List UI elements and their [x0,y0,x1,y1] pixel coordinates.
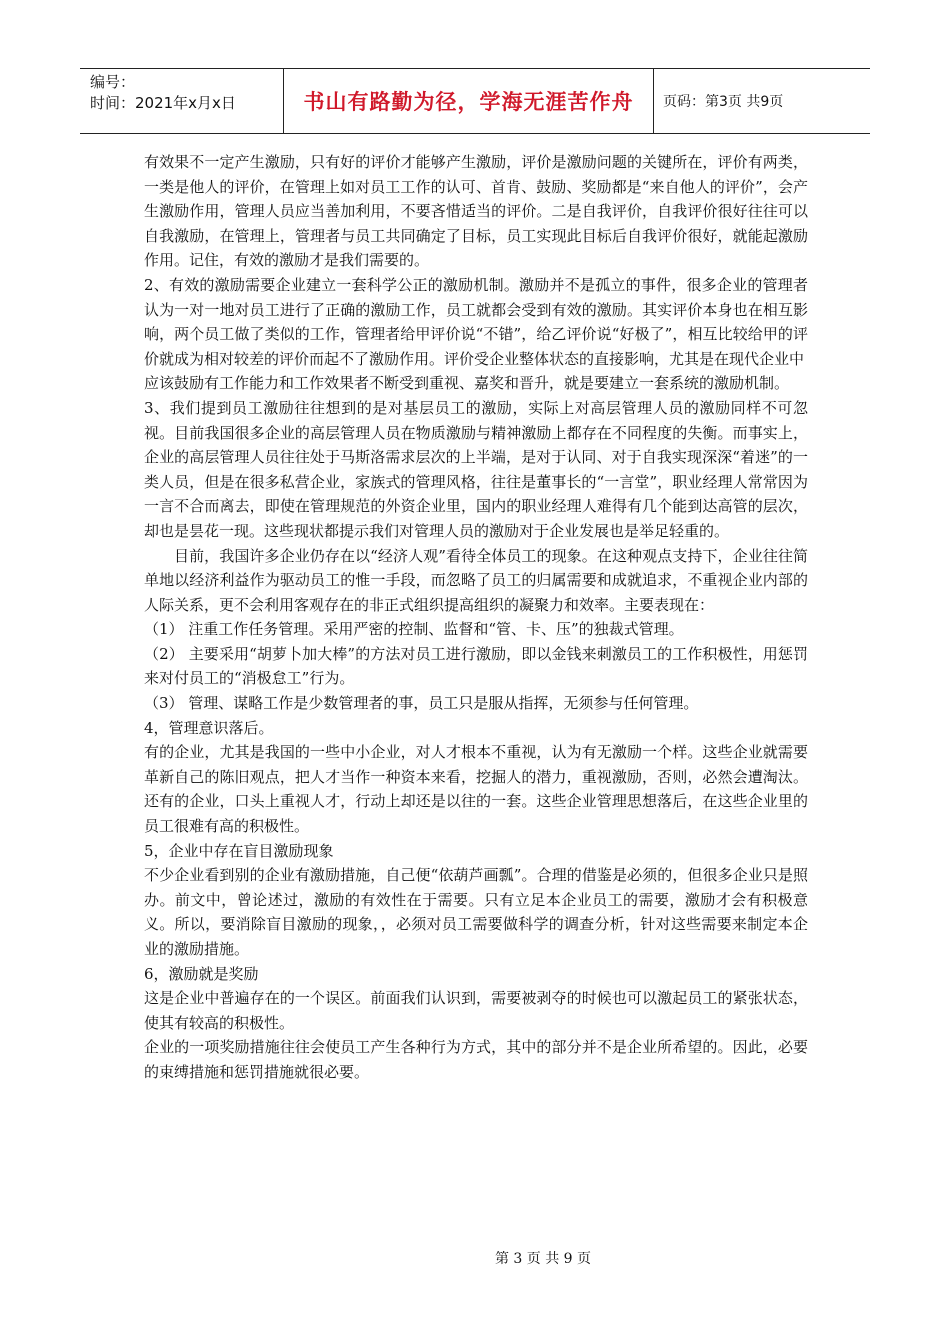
page-footer [0,1248,950,1268]
section-heading: 4，管理意识落后。 [144,718,274,737]
motto: 书山有路勤为径，学海无涯苦作舟 [303,90,634,114]
time-label: 时间：2021年x月x日 [90,94,236,112]
header-motto-cell [284,69,654,133]
paragraph: 3、我们提到员工激励往往想到的是对基层员工的激励，实际上对高层管理人员的激励同样不可忽视。目前我国很多企业的高层管理人员在物质激励与精神激励上都存在不同程度的失衡。而事实上，企业的高层管理人员往往处于马斯洛需求层次的上半端，是对于认同、对于自我实现深深“着迷”的一类人员，但是在很多私营企业，家族式的管理风格，往往是董事长的“一言堂”，职业经理人常常因为一言不合而离去，即使在管理规范的外资企业里，国内的职业经理人难得有几个能到达高管的层次，却也是昙花一现。这些现状都提示我们对管理人员的激励对于企业发展也是举足轻重的。 [144,398,808,540]
paragraph: 有的企业，尤其是我国的一些中小企业，对人才根本不重视，认为有无激励一个样。这些企业就需要革新自己的陈旧观点，把人才当作一种资本来看，挖掘人的潜力，重视激励，否则，必然会遭淘汰。还有的企业，口头上重视人才，行动上却还是以往的一套。这些企业管理思想落后，在这些企业里的员工很难有高的积极性。 [144,743,808,836]
section-heading: 6，激励就是奖励 [144,964,259,983]
list-item: （3） 管理、谋略工作是少数管理者的事，员工只是服从指挥，无须参与任何管理。 [144,694,699,713]
paragraph: 目前，我国许多企业仍存在以“经济人观”看待全体员工的现象。在这种观点支持下，企业往往简单地以经济利益作为驱动员工的惟一手段，而忽略了员工的归属需要和成就追求，不重视企业内部的人际关系，更不会利用客观存在的非正式组织提高组织的凝聚力和效率。主要表现在： [144,546,808,614]
section-heading: 5，企业中存在盲目激励现象 [144,841,334,860]
paragraph: 不少企业看到别的企业有激励措施，自己便“依葫芦画瓢”。合理的借鉴是必须的，但很多企业只是照办。前文中，曾论述过，激励的有效性在于需要。只有立足本企业员工的需要，激励才会有积极意义。所以，要消除盲目激励的现象，，必须对员工需要做科学的调查分析，针对这些需要来制定本企业的激励措施。 [144,866,808,958]
paragraph: 企业的一项奖励措施往往会使员工产生各种行为方式，其中的部分并不是企业所希望的。因此，必要的束缚措施和惩罚措施就很必要。 [144,1038,808,1081]
document-body [144,150,808,1085]
paragraph: 应该鼓励有工作能力和工作效果者不断受到重视、嘉奖和晋升，就是要建立一套系统的激励机制。 [144,374,790,393]
list-item: （1） 注重工作任务管理。采用严密的控制、监督和“管、卡、压”的独裁式管理。 [144,620,684,639]
list-item: （2） 主要采用“胡萝卜加大棒”的方法对员工进行激励，即以金钱来刺激员工的工作积极性，用惩罚来对付员工的“消极怠工”行为。 [144,644,808,688]
header-page-code [654,69,870,133]
page-code: 页码：第3页 共9页 [663,94,784,110]
footer-page-number: 第 3 页 共 9 页 [494,1251,592,1267]
header-meta [80,69,284,133]
number-label: 编号： [90,73,136,91]
paragraph: 这是企业中普遍存在的一个误区。前面我们认识到，需要被剥夺的时候也可以激起员工的紧张状态，使其有较高的积极性。 [144,989,808,1032]
page-header [80,68,870,134]
paragraph: 有效果不一定产生激励，只有好的评价才能够产生激励，评价是激励问题的关键所在，评价有两类，一类是他人的评价，在管理上如对员工工作的认可、首肯、鼓励、奖励都是“来自他人的评价”，会产生激励作用，管理人员应当善加利用，不要吝惜适当的评价。二是自我评价，自我评价很好往往可以自我激励，在管理上，管理者与员工共同确定了目标，员工实现此目标后自我评价很好，就能起激励作用。记住，有效的激励才是我们需要的。 [144,153,808,270]
paragraph: 2、有效的激励需要企业建立一套科学公正的激励机制。激励并不是孤立的事件，很多企业的管理者认为一对一地对员工进行了正确的激励工作，员工就都会受到有效的激励。其实评价本身也在相互影响，两个员工做了类似的工作，管理者给甲评价说“不错”，给乙评价说“好极了”，相互比较给甲的评价就成为相对较差的评价而起不了激励作用。评价受企业整体状态的直接影响，尤其是在现代企业中 [144,275,808,368]
